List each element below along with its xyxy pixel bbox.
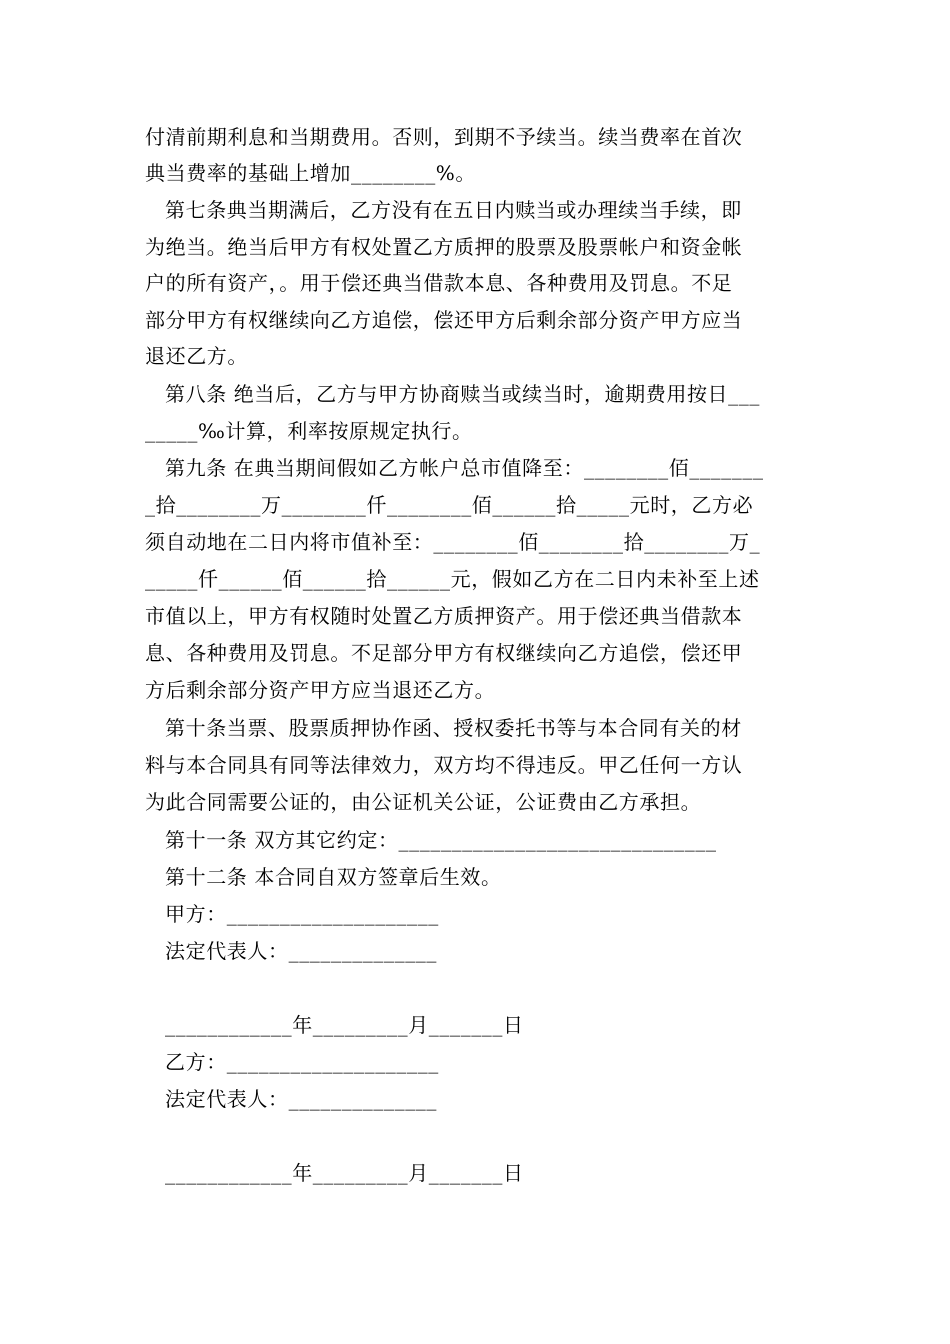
article-9-line-3: 须自动地在二日内将市值补至：________佰________拾________万_	[145, 530, 761, 554]
party-a-legal-rep-line: 法定代表人：______________	[165, 939, 437, 963]
article-9-line-2: _拾________万________仟________佰______拾_____元时，乙方必	[145, 493, 754, 517]
party-a-date-line: ____________年_________月_______日	[165, 1013, 524, 1037]
text-line-2: 典当费率的基础上增加________%。	[145, 161, 477, 185]
article-8-line-2: _____‰计算，利率按原规定执行。	[145, 419, 473, 443]
party-b-legal-rep-line: 法定代表人：______________	[165, 1087, 437, 1111]
party-b-date-line: ____________年_________月_______日	[165, 1161, 524, 1185]
party-a-line: 甲方：____________________	[165, 902, 439, 926]
article-9-line-1: 第九条 在典当期间假如乙方帐户总市值降至：________佰_______	[165, 456, 764, 480]
article-7-line-2: 为绝当。绝当后甲方有权处置乙方质押的股票及股票帐户和资金帐	[145, 235, 743, 259]
article-9-line-6: 息、各种费用及罚息。不足部分甲方有权继续向乙方追偿，偿还甲	[145, 641, 743, 665]
article-8-line-1: 第八条 绝当后，乙方与甲方协商赎当或续当时，逾期费用按日___	[165, 382, 760, 406]
article-9-line-7: 方后剩余部分资产甲方应当退还乙方。	[145, 678, 496, 702]
party-b-line: 乙方：____________________	[165, 1050, 439, 1074]
article-10-line-2: 料与本合同具有同等法律效力，双方均不得违反。甲乙任何一方认	[145, 753, 743, 777]
text-line-1: 付清前期利息和当期费用。否则，到期不予续当。续当费率在首次	[145, 125, 743, 149]
article-11-line: 第十一条 双方其它约定：______________________________	[165, 828, 717, 852]
article-10-line-3: 为此合同需要公证的，由公证机关公证，公证费由乙方承担。	[145, 790, 702, 814]
article-7-line-1: 第七条典当期满后，乙方没有在五日内赎当或办理续当手续，即	[165, 198, 742, 222]
article-7-line-3: 户的所有资产，。用于偿还典当借款本息、各种费用及罚息。不足	[145, 271, 733, 295]
article-9-line-5: 市值以上，甲方有权随时处置乙方质押资产。用于偿还典当借款本	[145, 604, 743, 628]
article-12-line: 第十二条 本合同自双方签章后生效。	[165, 865, 502, 889]
article-10-line-1: 第十条当票、股票质押协作函、授权委托书等与本合同有关的材	[165, 716, 742, 740]
article-7-line-5: 退还乙方。	[145, 344, 248, 368]
article-9-line-4: _____仟______佰______拾______元，假如乙方在二日内未补至上述	[145, 567, 760, 591]
article-7-line-4: 部分甲方有权继续向乙方追偿，偿还甲方后剩余部分资产甲方应当	[145, 308, 743, 332]
